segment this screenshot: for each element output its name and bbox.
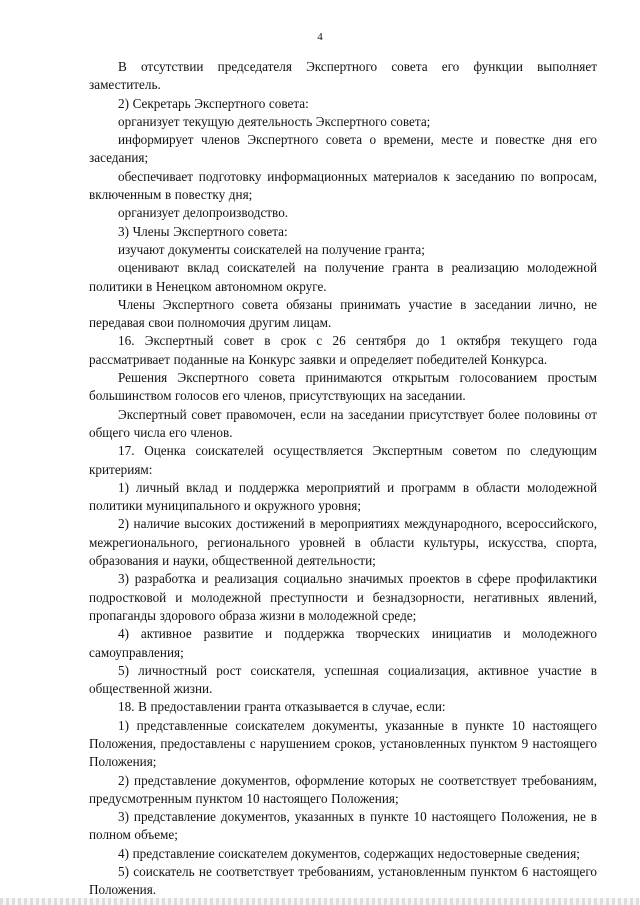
page-number: 4 — [317, 31, 323, 43]
paragraph: 2) представление документов, оформление которых не соответствует требованиям, предусмотренным пунктом 10 настоящего Положения; — [89, 772, 597, 806]
paragraph: 4) активное развитие и поддержка творческих инициатив и молодежного самоуправления; — [89, 626, 597, 660]
paragraph: 5) личностный рост соискателя, успешная социализация, активное участие в общественной жизни. — [89, 662, 597, 697]
paragraph: оценивают вклад соискателей на получение гранта в реализацию молодежной политики в Ненецком автономном округе. — [89, 260, 597, 294]
paragraph: информирует членов Экспертного совета о времени, месте и повестке дня его заседания; — [89, 132, 597, 166]
paragraph: организует текущую деятельность Экспертного совета; — [118, 113, 431, 129]
paragraph: 3) представление документов, указанных в пункте 10 настоящего Положения, не в полном объеме; — [89, 809, 597, 843]
paragraph: 4) представление соискателем документов, содержащих недостоверные сведения; — [118, 845, 580, 861]
paragraph: 17. Оценка соискателей осуществляется Экспертным советом по следующим критериям: — [89, 443, 597, 477]
scan-edge — [0, 898, 640, 905]
paragraph: организует делопроизводство. — [118, 205, 289, 221]
paragraph: 2) наличие высоких достижений в мероприятиях международного, всероссийского, межрегионального, регионального уровней в области культуры, искусства, спорта, образования и науки, общественной деятельности; — [89, 516, 597, 569]
paragraph: изучают документы соискателей на получение гранта; — [118, 241, 425, 257]
paragraph: 5) соискатель не соответствует требованиям, установленным пунктом 6 настоящего Положения. — [89, 864, 597, 898]
paragraph: 1) представленные соискателем документы, указанные в пункте 10 настоящего Положения, предоставлены с нарушением сроков, установленных пунктом 9 настоящего Положения; — [89, 717, 597, 770]
paragraph: 18. В предоставлении гранта отказывается в случае, если: — [118, 699, 446, 715]
paragraph: 1) личный вклад и поддержка мероприятий и программ в области молодежной политики муниципального и окружного уровня; — [89, 479, 597, 514]
document-body — [89, 58, 597, 900]
paragraph: обеспечивает подготовку информационных материалов к заседанию по вопросам, включенным в повестку дня; — [89, 168, 597, 203]
paragraph: 3) Члены Экспертного совета: — [118, 223, 288, 239]
paragraph: 2) Секретарь Экспертного совета: — [118, 95, 309, 111]
paragraph: В отсутствии председателя Экспертного совета его функции выполняет заместитель. — [89, 59, 597, 93]
paragraph: Экспертный совет правомочен, если на заседании присутствует более половины от общего числа его членов. — [89, 406, 597, 440]
paragraph: 16. Экспертный совет в срок с 26 сентября до 1 октября текущего года рассматривает поданные на Конкурс заявки и определяет победителей Конкурса. — [89, 333, 597, 367]
paragraph: Члены Экспертного совета обязаны принимать участие в заседании лично, не передавая свои полномочия другим лицам. — [89, 296, 597, 331]
paragraph: 3) разработка и реализация социально значимых проектов в сфере профилактики подростковой и молодежной преступности и безнадзорности, негативных явлений, пропаганды здорового образа жизни в молодежной среде; — [89, 571, 597, 623]
paragraph: Решения Экспертного совета принимаются открытым голосованием простым большинством голосов его членов, присутствующих на заседании. — [89, 370, 597, 404]
